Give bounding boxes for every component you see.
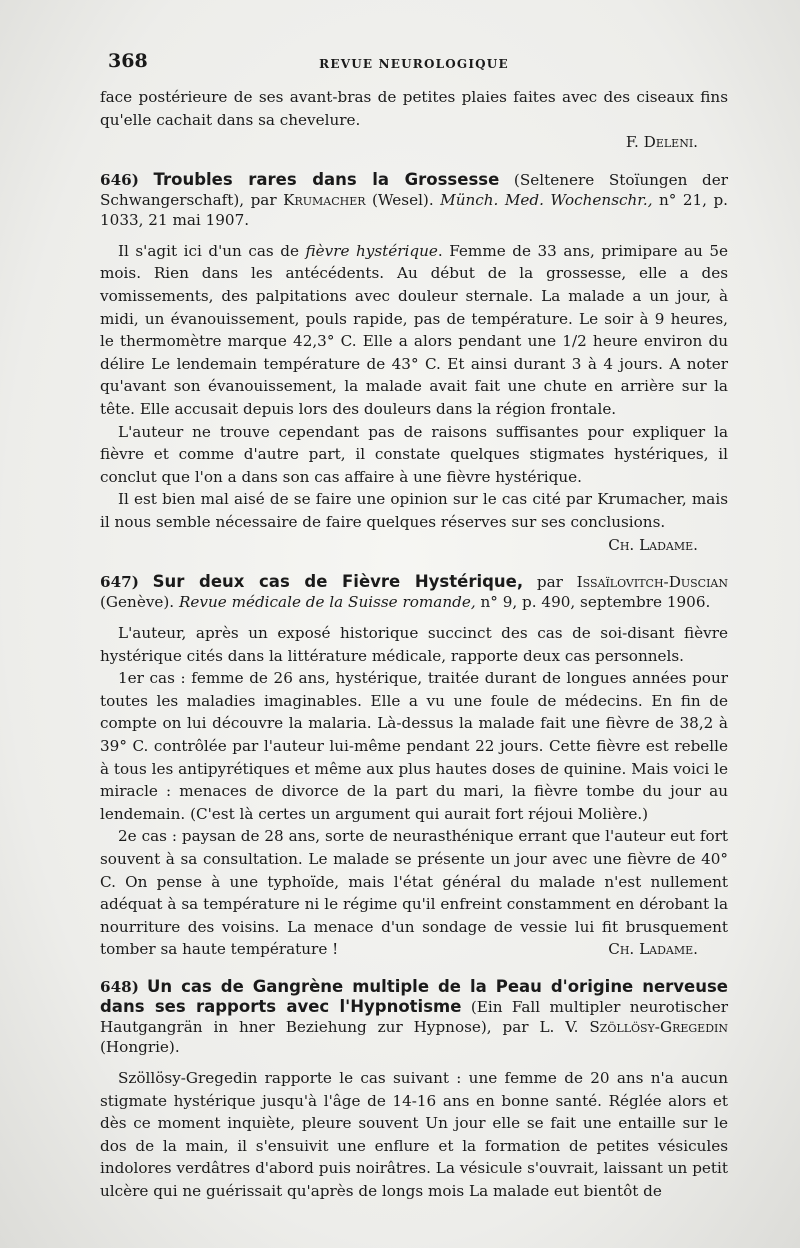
page-content [100, 86, 728, 1203]
article-647-reference: n° 9, p. 490, septembre 1906. [480, 593, 711, 612]
article-646-paragraph-3: Il est bien mal aisé de se faire une opinion sur le cas cité par Krumacher, mais il nous semble nécessaire de faire quelques réserves sur ses conclusions. [100, 490, 728, 531]
page-header [100, 50, 728, 80]
article-647 [100, 572, 728, 961]
article-647-signature: Ch. Ladame. [608, 940, 698, 959]
article-647-number: 647) [100, 573, 139, 592]
article-646-author: Krumacher [283, 190, 366, 209]
article-647-paragraph-1: L'auteur, après un exposé historique succinct des cas de soi-disant fièvre hystérique cités dans la littérature médicale, rapporte deux cas personnels. [100, 624, 728, 665]
article-647-location: (Genève). [100, 593, 175, 612]
article-646-paragraph-1: Il s'agit ici d'un cas de fièvre hystérique. Femme de 33 ans, primipare au 5e mois. Rien dans les antécédents. Au début de la grossesse, elle a des vomissements, des palpitations avec douleur sternale. La malade a un jour, à midi, un évanouissement, pouls rapide, pas de température. Le soir à 9 heures, le thermomètre marque 42,3° C. Elle a alors pendant une 1/2 heure environ du délire Le lendemain température de 43° C. Et ainsi durant 3 à 4 jours. A noter qu'avant son évanouissement, la malade avait fait une chute en arrière sur la tête. Elle accusait depuis lors des douleurs dans la région frontale. [100, 241, 728, 418]
article-648-number: 648) [100, 978, 139, 996]
article-646-location: (Wesel). [372, 190, 434, 209]
article-647-title: Sur deux cas de Fièvre Hystérique, [152, 572, 524, 592]
intro-signature: F. Deleni. [625, 133, 698, 152]
article-647-journal: Revue médicale de la Suisse romande, [178, 593, 476, 612]
article-647-author: Issaïlovitch-Duscian [576, 573, 729, 592]
intro-paragraph: face postérieure de ses avant-bras de petites plaies faites avec des ciseaux fins qu'elle cachait dans sa chevelure. [100, 88, 728, 129]
article-648 [100, 977, 728, 1203]
article-647-paragraph-2: 1er cas : femme de 26 ans, hystérique, traitée durant de longues années pour toutes les maladies imaginables. Elle a vu une foule de médecins. En fin de compte on lui découvre la malaria. Là-dessus la malade fait une fièvre de 38,2 à 39° C. contrôlée par l'auteur lui-même pendant 22 jours. Cette fièvre est rebelle à tous les antipyrétiques et même aux plus hautes doses de quinine. Mais voici le miracle : menaces de divorce de la part du mari, la fièvre tombe du jour au lendemain. (C'est là certes un argument qui aurait fort réjoui Molière.) [100, 669, 728, 823]
article-646-original-title: (Seltenere Stoïungen der Schwangerschaft), par [100, 170, 729, 209]
article-648-author: L. V. Szöllösy-Gregedin [539, 1018, 728, 1036]
running-title: REVUE NEUROLOGIQUE [319, 57, 509, 71]
page-number: 368 [108, 50, 148, 72]
article-646 [100, 170, 728, 556]
article-648-title: Un cas de Gangrène multiple de la Peau d'origine nerveuse dans ses rapports avec l'Hypnotisme [100, 977, 729, 1016]
article-646-journal: Münch. Med. Wochenschr., [440, 190, 653, 209]
article-646-title: Troubles rares dans la Grossesse [153, 169, 500, 189]
article-647-par: par [536, 573, 563, 592]
article-646-number: 646) [100, 170, 139, 189]
article-648-paragraph-1: Szöllösy-Gregedin rapporte le cas suivant : une femme de 20 ans n'a aucun stigmate hystérique jusqu'à l'âge de 14-16 ans en bonne santé. Réglée alors et dès ce moment inquiète, pleure souvent Un jour elle se fait une entaille sur le dos de la main, il s'ensuivit une enflure et la formation de petites vésicules indolores verdâtres d'abord puis noirâtres. La vésicule s'ouvrait, laissant un petit ulcère qui ne guérissait qu'après de longs mois La malade eut bientôt de [100, 1069, 728, 1200]
article-647-heading [100, 572, 728, 612]
article-648-heading [100, 977, 728, 1057]
article-646-paragraph-2: L'auteur ne trouve cependant pas de raisons suffisantes pour expliquer la fièvre et comme d'autre part, il constate quelques stigmates hystériques, il conclut que l'on a dans son cas affaire à une fièvre hystérique. [100, 422, 728, 486]
article-647-paragraph-3: 2e cas : paysan de 28 ans, sorte de neurasthénique errant que l'auteur eut fort souvent à sa consultation. Le malade se présente un jour avec une fièvre de 40° C. On pense à une typhoïde, mais l'état général du malade n'est nullement adéquat à sa température ni le régime qu'il enfreint constamment en dérobant la nourriture des voisins. La menace d'un sondage de vessie lui fit brusquement tomber sa haute température ! Ch. Ladame. [100, 825, 728, 961]
article-646-heading [100, 170, 728, 230]
article-648-original-title: (Ein Fall multipler neurotischer Hautgangrän in hner Beziehung zur Hypnose), par [100, 998, 728, 1036]
article-646-reference: n° 21, p. 1033, 21 mai 1907. [100, 190, 728, 229]
article-646-signature: Ch. Ladame. [608, 535, 698, 554]
article-648-location: (Hongrie). [100, 1038, 180, 1056]
